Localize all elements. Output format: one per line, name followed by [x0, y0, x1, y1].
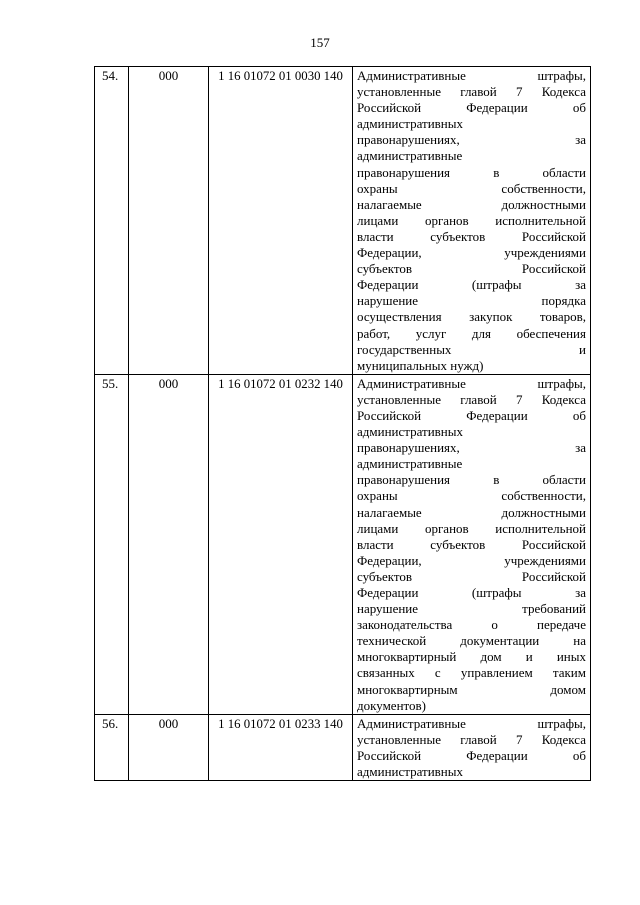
description-line: лицами органов исполнительной	[357, 520, 586, 536]
description-line: Федерации (штрафы за	[357, 277, 586, 293]
description-line: связанных с управлением таким	[357, 665, 586, 681]
description-line: Федерации, учреждениями	[357, 245, 586, 261]
description-line: лицами органов исполнительной	[357, 212, 586, 228]
description-line: Российской Федерации об	[357, 100, 586, 116]
description-line: работ, услуг для обеспечения	[357, 325, 586, 341]
description-line: охраны собственности,	[357, 180, 586, 196]
description-line: нарушение порядка	[357, 293, 586, 309]
table-row	[95, 67, 591, 375]
row-number: 56.	[95, 714, 129, 780]
description-line: осуществления закупок товаров,	[357, 309, 586, 325]
budget-classification-code: 1 16 01072 01 0232 140	[209, 374, 353, 714]
row-number: 55.	[95, 374, 129, 714]
description-line: правонарушениях, за	[357, 440, 586, 456]
budget-classification-code: 1 16 01072 01 0030 140	[209, 67, 353, 375]
description-line: субъектов Российской	[357, 568, 586, 584]
description-line: многоквартирный дом и иных	[357, 649, 586, 665]
description-line: нарушение требований	[357, 601, 586, 617]
description-line: власти субъектов Российской	[357, 228, 586, 244]
description-line: законодательства о передаче	[357, 617, 586, 633]
description-line: правонарушения в области	[357, 164, 586, 180]
description-line: административных	[357, 116, 463, 132]
description-line: установленные главой 7 Кодекса	[357, 84, 586, 100]
description-line: документов)	[357, 697, 427, 713]
administrator-code: 000	[129, 67, 209, 375]
table-row	[95, 714, 591, 780]
description-line: административные	[357, 456, 463, 472]
description-line: правонарушения в области	[357, 472, 586, 488]
description-line: Федерации (штрафы за	[357, 585, 586, 600]
revenue-description	[353, 714, 591, 780]
description-line: правонарушениях, за	[357, 132, 586, 148]
description-line: Административные штрафы,	[357, 715, 586, 731]
description-line: административных	[357, 764, 463, 780]
administrator-code: 000	[129, 714, 209, 780]
budget-classification-code: 1 16 01072 01 0233 140	[209, 714, 353, 780]
description-line: Административные штрафы,	[357, 68, 586, 83]
description-line: власти субъектов Российской	[357, 536, 586, 552]
administrator-code: 000	[129, 374, 209, 714]
description-line: административные	[357, 148, 463, 164]
description-line: налагаемые должностными	[357, 196, 586, 212]
description-line: Административные штрафы,	[357, 375, 586, 391]
description-line: многоквартирным домом	[357, 681, 586, 697]
description-line: технической документации на	[357, 633, 586, 649]
page-number: 157	[310, 35, 330, 50]
description-line: субъектов Российской	[357, 261, 586, 277]
revenue-description	[353, 67, 591, 375]
description-line: налагаемые должностными	[357, 504, 586, 520]
description-line: установленные главой 7 Кодекса	[357, 391, 586, 407]
description-line: Федерации, учреждениями	[357, 552, 586, 568]
description-line: установленные главой 7 Кодекса	[357, 731, 586, 747]
description-line: государственных и	[357, 341, 586, 357]
description-line: административных	[357, 424, 463, 440]
row-number: 54.	[95, 67, 129, 375]
description-line: Российской Федерации об	[357, 747, 586, 763]
description-line: охраны собственности,	[357, 488, 586, 504]
description-line: Российской Федерации об	[357, 407, 586, 423]
description-line: муниципальных нужд)	[357, 357, 484, 373]
budget-codes-table	[94, 66, 591, 781]
table-row	[95, 374, 591, 714]
revenue-description	[353, 374, 591, 714]
